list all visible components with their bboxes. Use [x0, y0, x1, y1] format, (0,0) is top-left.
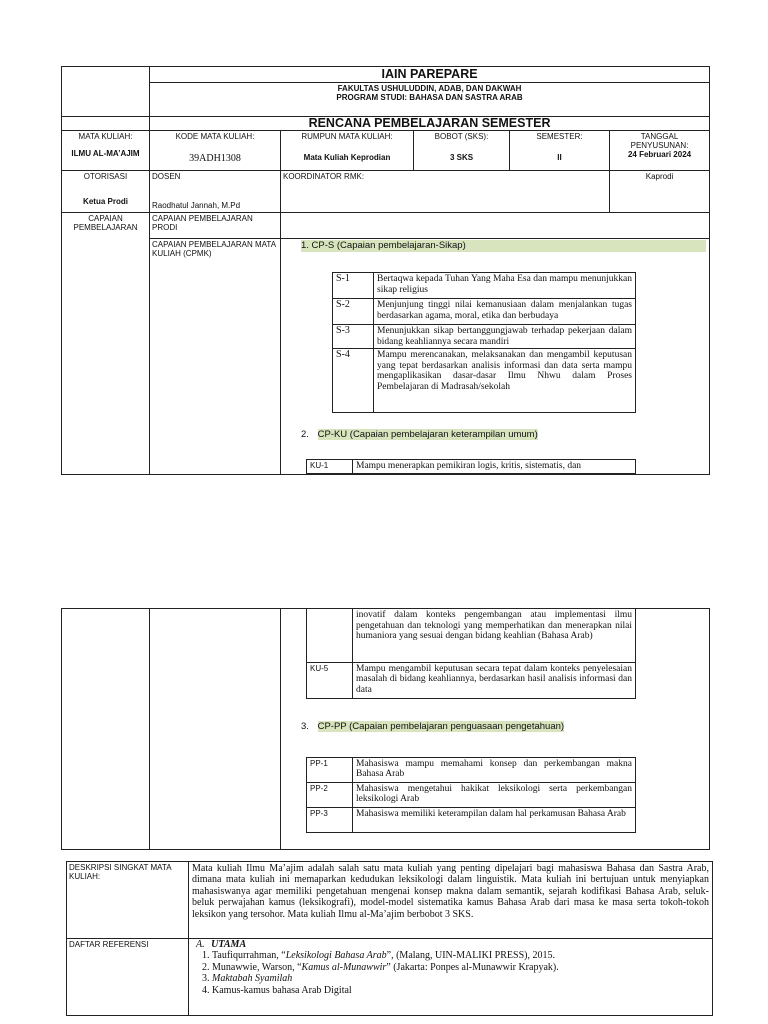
- cp-ku-text: Mampu menerapkan pemikiran logis, kritis, sistematis, dan: [353, 460, 636, 474]
- cp-pp-text: Mahasiswa memiliki keterampilan dalam hal perkamusan Bahasa Arab: [353, 807, 636, 832]
- cp-pp-title: CP-PP (Capaian pembelajaran penguasaan pengetahuan): [317, 720, 565, 732]
- cp-pp-table: [306, 757, 636, 833]
- institution-header: [150, 67, 710, 117]
- cp-content-cell: [281, 239, 710, 475]
- deskripsi-label-cell: [67, 862, 189, 939]
- referensi-utama-heading: [192, 939, 709, 950]
- tanggal-cell: [610, 131, 710, 171]
- cp-pp-code: PP-1: [307, 757, 353, 782]
- referensi-title: Kamus al-Munawwir: [301, 961, 387, 973]
- cp-ku-text-cont: inovatif dalam konteks pengembangan atau implementasi ilmu pengetahuan dan teknologi yang memperhatikan dan menerapkan nilai humaniora yang sesuai dengan bidang keahlian (Bahasa Arab): [353, 609, 636, 662]
- cp-ku-heading: [301, 429, 709, 441]
- referensi-label: DAFTAR REFERENSI: [69, 940, 149, 949]
- referensi-item: 4. Kamus-kamus bahasa Arab Digital: [212, 985, 709, 997]
- deskripsi-text: Mata kuliah Ilmu Ma’ajim adalah salah satu mata kuliah yang penting dipelajari bagi mahasiswa Bahasa dan Sastra Arab, dimana mata kuliah ini memaparkan kedudukan leksikologi dalam linguistik. Mata kuliah ini bertujuan untuk menyiapkan mahasiswanya agar memiliki pengetahuan mengenai konsep makna dalam semantik, sejarah kodifikasi Bahasa Arab, seluk-beluk perwajahan kamus (leksikografi), model-model sistematika kamus Bahasa Arab dari masa ke masa serta tokoh-tokoh leksikon yang tersohor. Mata kuliah Ilmu al-Ma’ajim berbobot 3 SKS.: [189, 862, 713, 939]
- referensi-label-cell: [67, 939, 189, 1016]
- kaprodi-cell: [610, 171, 710, 213]
- koordinator-cell: [281, 171, 610, 213]
- rps-continuation-table: [61, 608, 710, 850]
- kode-mk-label: KODE MATA KULIAH:: [175, 132, 255, 141]
- cp-ku-code: KU-5: [307, 662, 353, 698]
- cp-pp-code: PP-2: [307, 782, 353, 807]
- rps-description-block: [66, 861, 712, 1016]
- referensi-item: [212, 973, 709, 985]
- kaprodi-label: Kaprodi: [645, 172, 674, 181]
- dosen-label: DOSEN: [152, 172, 181, 181]
- referensi-item: 2. Munawwie, Warson, “Kamus al-Munawwir” (Jakarta: Ponpes al-Munawwir Krapyak).: [212, 962, 709, 974]
- mata-kuliah-label: MATA KULIAH:: [78, 132, 133, 141]
- kode-mk-value: 39ADH1308: [189, 153, 241, 164]
- cp-pp-heading: [301, 721, 709, 733]
- dosen-cell: [150, 171, 281, 213]
- otorisasi-cell: [62, 171, 150, 213]
- cpmk-label: CAPAIAN PEMBELAJARAN MATA KULIAH (CPMK): [152, 240, 276, 258]
- cp-s-code: S-2: [333, 299, 374, 325]
- document-title: RENCANA PEMBELAJARAN SEMESTER: [150, 117, 710, 131]
- rumpun-value: Mata Kuliah Keprodian: [303, 153, 391, 162]
- deskripsi-label: DESKRIPSI SINGKAT MATA KULIAH:: [69, 863, 172, 881]
- mata-kuliah-value: ILMU AL-MA’AJIM: [71, 149, 140, 158]
- rumpun-label: RUMPUN MATA KULIAH:: [301, 132, 393, 141]
- cp-continuation-cell: [281, 609, 710, 850]
- cp-ku-code: KU-1: [307, 460, 353, 474]
- cp-ku-table-cont: [306, 609, 636, 699]
- bobot-cell: [414, 131, 510, 171]
- cp-pp-text: Mahasiswa mampu memahami konsep dan perkembangan makna Bahasa Arab: [353, 757, 636, 782]
- cp-s-text: Bertaqwa kepada Tuhan Yang Maha Esa dan mampu menunjukkan sikap religius: [374, 273, 636, 299]
- referensi-item: 1. Taufiqurrahman, “Leksikologi Bahasa Arab”, (Malang, UIN-MALIKI PRESS), 2015.: [212, 950, 709, 962]
- cp-s-text: Menunjukkan sikap bertanggungjawab terhadap pekerjaan dalam bidang keahliannya secara mandiri: [374, 325, 636, 349]
- bobot-label: BOBOT (SKS):: [434, 132, 489, 141]
- faculty-name: FAKULTAS USHULUDDIN, ADAB, DAN DAKWAH: [150, 82, 709, 93]
- semester-cell: [510, 131, 610, 171]
- capaian-label: CAPAIAN PEMBELAJARAN: [73, 214, 138, 232]
- rps-page-2: [61, 608, 709, 850]
- cp-ku-table-start: [306, 459, 636, 474]
- semester-value: II: [557, 153, 562, 162]
- semester-label: SEMESTER:: [536, 132, 583, 141]
- description-table: [66, 861, 713, 1016]
- logo-cell: [62, 67, 150, 117]
- cp-s-title: 1. CP-S (Capaian pembelajaran-Sikap): [301, 240, 706, 252]
- cpmk-cell: [150, 239, 281, 475]
- utama-label: UTAMA: [211, 939, 247, 950]
- ketua-prodi-label: Ketua Prodi: [83, 197, 128, 206]
- cp-pp-text: Mahasiswa mengetahui hakikat leksikologi serta perkembangan leksikologi Arab: [353, 782, 636, 807]
- cp-prodi-cell: [150, 213, 281, 239]
- otorisasi-label: OTORISASI: [83, 172, 128, 181]
- cp-s-code: S-3: [333, 325, 374, 349]
- capaian-cell: [62, 213, 150, 475]
- dosen-name: Raodhatul Jannah, M.Pd: [152, 201, 241, 210]
- rps-page-1: [61, 66, 709, 476]
- program-name: PROGRAM STUDI: BAHASA DAN SASTRA ARAB: [336, 93, 523, 102]
- tanggal-label: TANGGAL PENYUSUNAN:: [630, 132, 689, 150]
- cp-s-code: S-4: [333, 349, 374, 413]
- cp-ku-number: 2.: [301, 429, 309, 440]
- referensi-title: Leksikologi Bahasa Arab: [285, 950, 387, 961]
- bobot-value: 3 SKS: [449, 153, 474, 162]
- cp-s-text: Mampu merencanakan, melaksanakan dan mengambil keputusan yang tepat berdasarkan analisis informasi dan data serta mampu mengaplikasikan dasar-dasar Ilmu Nhwu dalam Proses Pembelajaran di Madrasah/sekolah: [374, 349, 636, 413]
- rps-header-table: [61, 66, 710, 475]
- cp-s-table: [332, 272, 636, 413]
- institution-name: IAIN PAREPARE: [381, 67, 478, 81]
- cp-ku-title: CP-KU (Capaian pembelajaran keterampilan umum): [317, 429, 538, 440]
- referensi-title: Maktabah Syamilah: [212, 973, 293, 984]
- kode-mk-cell: [150, 131, 281, 171]
- cp-s-text: Menjunjung tinggi nilai kemanusiaan dalam menjalankan tugas berdasarkan agama, moral, etika dan berbudaya: [374, 299, 636, 325]
- mata-kuliah-cell: [62, 131, 150, 171]
- utama-letter: A.: [196, 939, 205, 950]
- referensi-content: [189, 939, 713, 1016]
- referensi-list: [192, 950, 709, 996]
- cp-ku-text: Mampu mengambil keputusan secara tepat dalam konteks penyelesaian masalah di bidang keahliannya, berdasarkan hasil analisis informasi dan data: [353, 662, 636, 698]
- cp-s-code: S-1: [333, 273, 374, 299]
- cp-prodi-label: CAPAIAN PEMBELAJARAN PRODI: [152, 214, 253, 232]
- tanggal-value: 24 Februari 2024: [627, 150, 692, 159]
- rumpun-cell: [281, 131, 414, 171]
- koordinator-label: KOORDINATOR RMK:: [283, 172, 365, 181]
- cp-pp-code: PP-3: [307, 807, 353, 832]
- cp-pp-number: 3.: [301, 720, 309, 732]
